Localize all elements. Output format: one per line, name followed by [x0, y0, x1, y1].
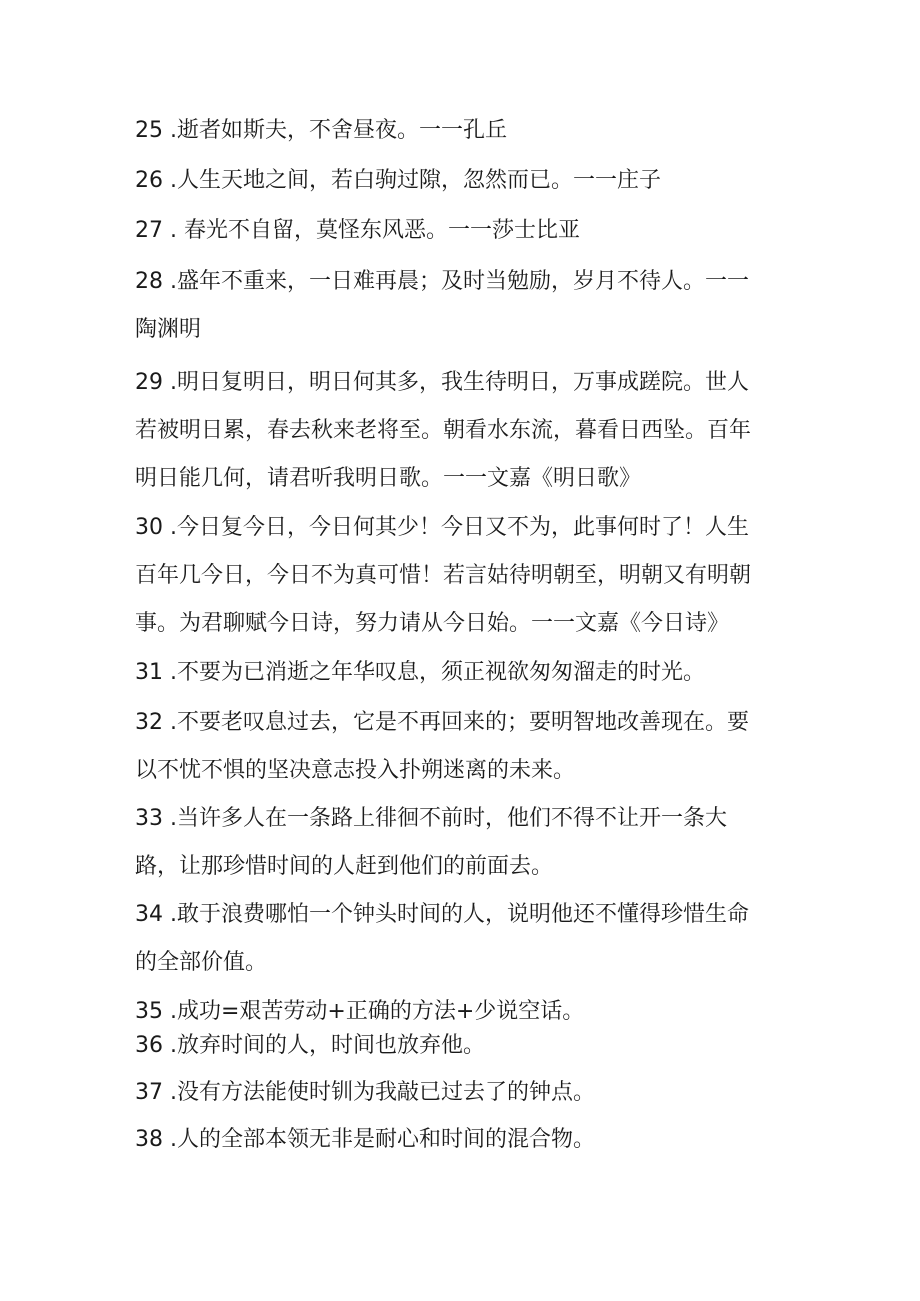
quote-line: 以不忧不惧的坚决意志投入扑朔迷离的未来。: [135, 758, 576, 783]
quote-line: 29 .明日复明日，明日何其多，我生待明日，万事成蹉院。世人: [135, 370, 749, 395]
quote-entry-29: [135, 359, 785, 503]
quote-entry-33: [135, 795, 785, 891]
quote-line: 34 .敢于浪费哪怕一个钟头时间的人，说明他还不懂得珍惜生命: [135, 902, 749, 927]
quote-entry-34: [135, 891, 785, 987]
quote-line: 31 .不要为已消逝之年华叹息，须正视欲匆匆溜走的时光。: [135, 660, 705, 685]
quote-line: 27 . 春光不自留，莫怪东风恶。一一莎士比亚: [135, 218, 580, 243]
quote-line: 37 .没有方法能使时钏为我敲已过去了的钟点。: [135, 1080, 595, 1105]
quote-line: 百年几今日，今日不为真可惜！若言姑待明朝至，明朝又有明朝: [135, 563, 752, 588]
quote-line: 若被明日累，春去秋来老将至。朝看水东流，暮看日西坠。百年: [135, 418, 752, 443]
quote-entry-32: [135, 699, 785, 795]
quote-line: 32 .不要老叹息过去，它是不再回来的；要明智地改善现在。要: [135, 710, 749, 735]
quote-line: 26 .人生天地之间，若白驹过隙，忽然而已。一一庄子: [135, 168, 661, 193]
quote-line: 25 .逝者如斯夫，不舍昼夜。一一孔丘: [135, 118, 507, 143]
quote-line: 36 .放弃时间的人，时间也放弃他。: [135, 1033, 485, 1058]
quote-line: 陶渊明: [135, 317, 202, 342]
quote-entry-37: [135, 1069, 785, 1117]
quote-line: 38 .人的全部本领无非是耐心和时间的混合物。: [135, 1127, 595, 1152]
quote-entry-26: [135, 157, 785, 205]
quote-line: 28 .盛年不重来，一日难再晨；及时当勉励，岁月不待人。一一: [135, 269, 749, 294]
quote-entry-38: [135, 1116, 785, 1164]
quote-entry-27: [135, 207, 785, 255]
quote-line: 路，让那珍惜时间的人赶到他们的前面去。: [135, 854, 554, 879]
quote-line: 30 .今日复今日，今日何其少！今日又不为，此事何时了！人生: [135, 515, 749, 540]
quote-entry-31: [135, 649, 785, 697]
quote-entry-28: [135, 258, 785, 354]
quote-entry-30: [135, 504, 785, 648]
quote-line: 明日能几何，请君听我明日歌。一一文嘉《明日歌》: [135, 466, 642, 491]
quote-entry-36: [135, 1022, 785, 1070]
quote-line: 33 .当许多人在一条路上徘徊不前时，他们不得不让开一条大: [135, 806, 727, 831]
quote-line: 的全部价值。: [135, 950, 268, 975]
quote-entry-25: [135, 107, 785, 155]
quote-line: 35 .成功=艰苦劳动+正确的方法+少说空话。: [135, 999, 585, 1024]
quote-line: 事。为君聊赋今日诗，努力请从今日始。一一文嘉《今日诗》: [135, 611, 730, 636]
